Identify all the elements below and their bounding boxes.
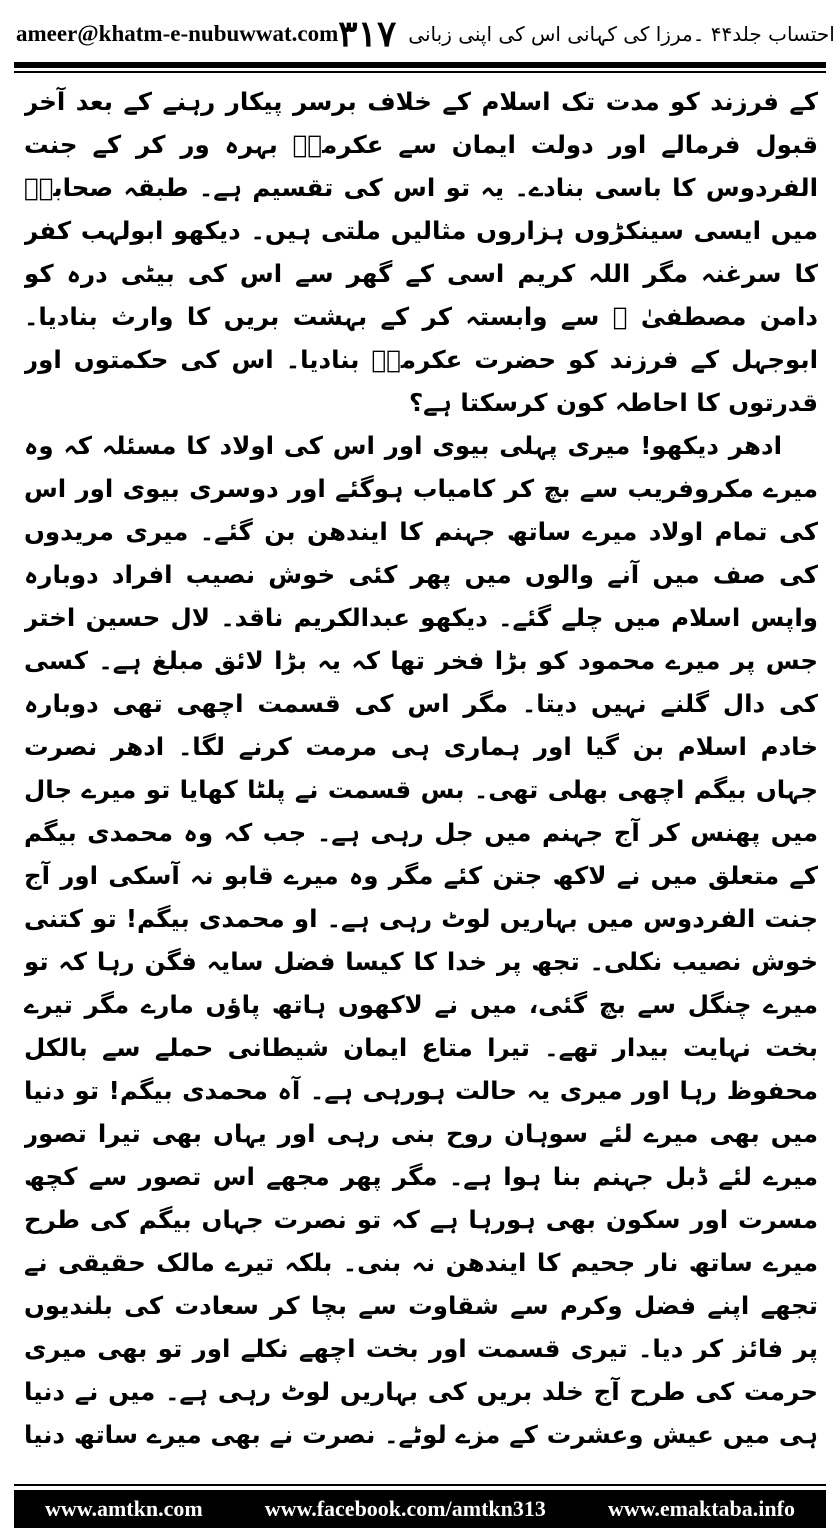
footer-link-emaktaba[interactable]: www.emaktaba.info bbox=[607, 1496, 795, 1521]
paragraph-2: ادھر دیکھو! میری پہلی بیوی اور اس کی اولاد کا مسئلہ کہ وہ میرے مکروفریب سے بچ کر کامیاب ہوگئے اور دوسری بیوی اور اس کی تمام اولاد میرے ساتھ جہنم کا ایندھن بن گئے۔ میری مریدوں کی صف میں آنے والوں میں پھر کئی خوش نصیب افراد دوبارہ واپس اسلام میں چلے گئے۔ دیکھو عبدالکریم ناقد۔ لال حسین اختر جس پر میرے محمود کو بڑا فخر تھا کہ یہ بڑا لائق مبلغ ہے۔ کسی کی دال گلنے نہیں دیتا۔ مگر اس کی قسمت اچھی تھی دوبارہ خادم اسلام بن گیا اور ہماری ہی مرمت کرنے لگا۔ ادھر نصرت جہاں بیگم اچھی بھلی تھی۔ بس قسمت نے پلٹا کھایا تو میرے جال میں پھنس کر آج جہنم میں جل رہی ہے۔ جب کہ وہ محمدی بیگم کے متعلق میں نے لاکھ جتن کئے مگر وہ میرے قابو نہ آسکی اور آج جنت الفردوس میں بہاریں لوٹ رہی ہے۔ او محمدی بیگم! تو کتنی خوش نصیب نکلی۔ تجھ پر خدا کا کیسا فضل سایہ فگن رہا کہ تو میرے چنگل سے بچ گئی، میں نے لاکھوں ہاتھ پاؤں مارے مگر تیرے بخت نہایت بیدار تھے۔ تیرا متاع ایمان شیطانی حملے سے بالکل محفوظ رہا اور میری یہ حالت ہورہی ہے۔ آہ محمدی بیگم! تو دنیا میں بھی میرے لئے سوہان روح بنی رہی اور یہاں بھی تیرا تصور میرے لئے ڈبل جہنم بنا ہوا ہے۔ مگر پھر مجھے اس تصور سے کچھ مسرت اور سکون بھی ہورہا ہے کہ تو نصرت جہاں بیگم کی طرح میرے ساتھ نار جحیم کا ایندھن نہ بنی۔ بلکہ تیرے مالک حقیقی نے تجھے اپنے فضل وکرم سے شقاوت سے بچا کر سعادت کی بلندیوں پر فائز کر دیا۔ تیری قسمت اور بخت اچھے نکلے اور تو بھی میری حرمت کی طرح آج خلد بریں کی بہاریں لوٹ رہی ہے۔ میں نے دنیا ہی میں عیش وعشرت کے مزے لوٹے۔ نصرت نے بھی میرے ساتھ دنیا bbox=[24, 431, 818, 1449]
header-title-group bbox=[338, 13, 835, 55]
header-rule-thick bbox=[14, 62, 826, 68]
footer-link-facebook[interactable]: www.facebook.com/amtkn313 bbox=[264, 1496, 546, 1521]
footer-link-amtkn[interactable]: www.amtkn.com bbox=[45, 1496, 203, 1521]
footer-bar bbox=[14, 1490, 826, 1528]
page-header bbox=[16, 8, 835, 60]
body-text bbox=[24, 80, 818, 1460]
footer-rule bbox=[14, 1484, 826, 1486]
header-email: ameer@khatm-e-nubuwwat.com bbox=[16, 21, 339, 46]
paragraph-1: کے فرزند کو مدت تک اسلام کے خلاف برسر پیکار رہنے کے بعد آخر قبول فرمالے اور دولت ایمان سے عکرمہؓ بہرہ ور کر کے جنت الفردوس کا باسی بنادے۔ یہ تو اس کی تقسیم ہے۔ طبقہ صحابہؓ میں ایسی سینکڑوں ہزاروں مثالیں ملتی ہیں۔ دیکھو ابولہب کفر کا سرغنہ مگر اللہ کریم اسی کے گھر سے اس کی بیٹی درہ کو دامن مصطفیٰ ﷺ سے وابستہ کر کے بہشت بریں کا وارث بنادیا۔ ابوجہل کے فرزند کو حضرت عکرمہؓ بنادیا۔ اس کی حکمتوں اور قدرتوں کا احاطہ کون کرسکتا ہے؟ bbox=[24, 87, 818, 417]
running-title: احتساب جلد۴۴ ۔مرزا کی کہانی اس کی اپنی زبانی bbox=[408, 22, 835, 46]
page-number: ۳۱۷ bbox=[338, 13, 397, 55]
header-rule-thin bbox=[14, 71, 826, 73]
